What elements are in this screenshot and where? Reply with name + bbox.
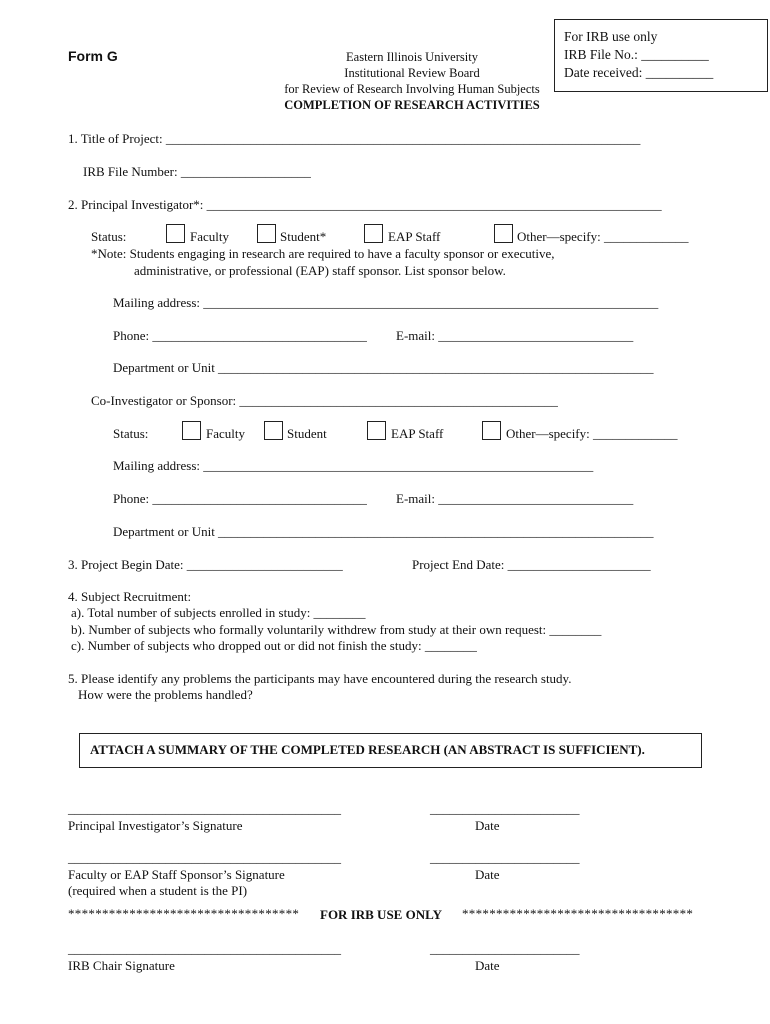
subjects-withdrew-field[interactable]: b). Number of subjects who formally voluntarily withdrew from study at their own request: ________: [71, 622, 602, 637]
sponsor-signature-line[interactable]: __________________________________________: [68, 850, 341, 865]
pi-student-label: Student*: [280, 229, 327, 244]
irb-box-line1: For IRB use only: [564, 29, 658, 44]
subjects-enrolled-field[interactable]: a). Total number of subjects enrolled in study: ________: [71, 605, 366, 620]
co-mailing-address-field[interactable]: Mailing address: ____________________________________________________________: [113, 458, 594, 473]
university-name: Eastern Illinois University: [346, 50, 478, 64]
co-other-checkbox[interactable]: [482, 421, 501, 440]
pi-department-field[interactable]: Department or Unit ___________________________________________________________________: [113, 360, 654, 375]
project-title-field[interactable]: 1. Title of Project: _________________________________________________________________________: [68, 131, 641, 146]
project-end-date-field[interactable]: Project End Date: ______________________: [412, 557, 651, 572]
form-header: [230, 49, 594, 113]
pi-eap-checkbox[interactable]: [364, 224, 383, 243]
sponsor-date-label: Date: [475, 867, 500, 882]
principal-investigator-field[interactable]: 2. Principal Investigator*: ______________________________________________________________________: [68, 197, 662, 212]
project-begin-date-field[interactable]: 3. Project Begin Date: ________________________: [68, 557, 343, 572]
co-department-field[interactable]: Department or Unit ___________________________________________________________________: [113, 524, 654, 539]
pi-phone-field[interactable]: Phone: _________________________________: [113, 328, 367, 343]
board-name: Institutional Review Board: [344, 66, 480, 80]
sponsor-note: (required when a student is the PI): [68, 883, 248, 898]
chair-signature-label: IRB Chair Signature: [68, 958, 175, 973]
problems-question-line2: How were the problems handled?: [78, 687, 253, 702]
co-status-label: Status:: [113, 426, 149, 441]
irb-divider-stars-left: **********************************: [68, 906, 300, 921]
pi-email-field[interactable]: E-mail: ______________________________: [396, 328, 634, 343]
problems-question-line1: 5. Please identify any problems the participants may have encountered during the research study.: [68, 671, 572, 686]
co-eap-label: EAP Staff: [391, 426, 444, 441]
pi-other-checkbox[interactable]: [494, 224, 513, 243]
form-label: Form G: [68, 48, 118, 64]
co-other-specify-field[interactable]: Other—specify: _____________: [506, 426, 678, 441]
co-student-label: Student: [287, 426, 327, 441]
co-student-checkbox[interactable]: [264, 421, 283, 440]
pi-faculty-checkbox[interactable]: [166, 224, 185, 243]
pi-status-label: Status:: [91, 229, 127, 244]
student-note-line1: *Note: Students engaging in research are required to have a faculty sponsor or executive,: [91, 246, 555, 261]
sponsor-date-line[interactable]: _______________________: [430, 850, 580, 865]
review-line: for Review of Research Involving Human Subjects: [284, 82, 540, 96]
pi-student-checkbox[interactable]: [257, 224, 276, 243]
irb-file-number-field[interactable]: IRB File Number: ____________________: [83, 164, 311, 179]
co-faculty-label: Faculty: [206, 426, 245, 441]
irb-file-no-field[interactable]: IRB File No.: __________: [564, 47, 709, 62]
subject-recruitment-heading: 4. Subject Recruitment:: [68, 589, 192, 604]
chair-date-line[interactable]: _______________________: [430, 941, 580, 956]
irb-use-box: [554, 19, 768, 92]
sponsor-signature-label: Faculty or EAP Staff Sponsor’s Signature: [68, 867, 285, 882]
pi-other-specify-field[interactable]: Other—specify: _____________: [517, 229, 689, 244]
page-title: COMPLETION OF RESEARCH ACTIVITIES: [284, 98, 540, 112]
student-note-line2: administrative, or professional (EAP) staff sponsor. List sponsor below.: [134, 263, 506, 278]
co-investigator-field[interactable]: Co-Investigator or Sponsor: _________________________________________________: [91, 393, 558, 408]
pi-date-label: Date: [475, 818, 500, 833]
irb-divider-stars-right: **********************************: [462, 906, 694, 921]
co-faculty-checkbox[interactable]: [182, 421, 201, 440]
co-email-field[interactable]: E-mail: ______________________________: [396, 491, 634, 506]
chair-date-label: Date: [475, 958, 500, 973]
chair-signature-line[interactable]: __________________________________________: [68, 941, 341, 956]
co-phone-field[interactable]: Phone: _________________________________: [113, 491, 367, 506]
pi-date-line[interactable]: _______________________: [430, 801, 580, 816]
attach-summary-notice: ATTACH A SUMMARY OF THE COMPLETED RESEARCH (AN ABSTRACT IS SUFFICIENT).: [79, 733, 702, 768]
pi-eap-label: EAP Staff: [388, 229, 441, 244]
pi-signature-label: Principal Investigator’s Signature: [68, 818, 243, 833]
date-received-field[interactable]: Date received: __________: [564, 65, 714, 80]
pi-signature-line[interactable]: __________________________________________: [68, 801, 341, 816]
subjects-dropped-field[interactable]: c). Number of subjects who dropped out or did not finish the study: ________: [71, 638, 477, 653]
pi-faculty-label: Faculty: [190, 229, 229, 244]
co-eap-checkbox[interactable]: [367, 421, 386, 440]
irb-use-only-heading: FOR IRB USE ONLY: [320, 907, 442, 922]
pi-mailing-address-field[interactable]: Mailing address: ______________________________________________________________________: [113, 295, 659, 310]
